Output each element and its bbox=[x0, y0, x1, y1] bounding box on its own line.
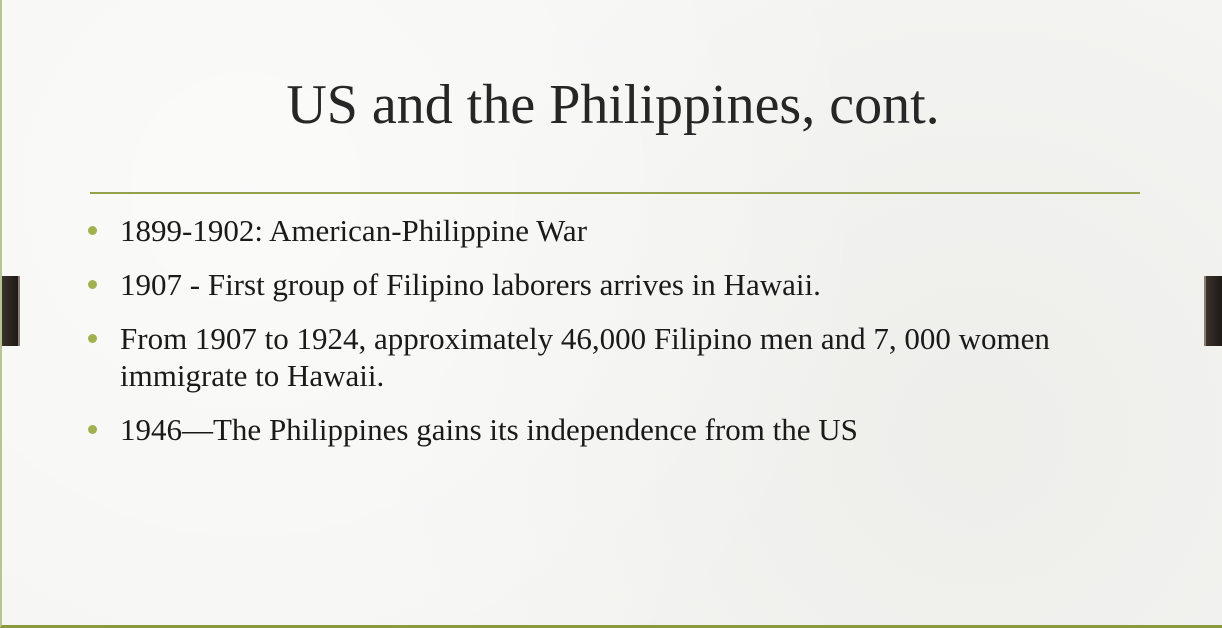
bullet-text: 1907 - First group of Filipino laborers arrives in Hawaii. bbox=[120, 267, 821, 302]
bullet-text: 1946—The Philippines gains its independence from the US bbox=[120, 412, 858, 447]
slide-title: US and the Philippines, cont. bbox=[286, 74, 940, 136]
right-binder-tab bbox=[1204, 276, 1222, 346]
bullet-dot-icon bbox=[88, 280, 97, 289]
bullet-item bbox=[88, 266, 1088, 303]
bullet-item bbox=[88, 320, 1088, 394]
bullet-text: 1899-1902: American-Philippine War bbox=[120, 213, 588, 248]
bullet-dot-icon bbox=[88, 226, 97, 235]
bullet-list bbox=[88, 212, 1088, 465]
bullet-item bbox=[88, 212, 1088, 249]
bullet-dot-icon bbox=[88, 425, 97, 434]
bullet-item bbox=[88, 411, 1088, 448]
left-binder-tab bbox=[2, 276, 20, 346]
bullet-dot-icon bbox=[88, 334, 97, 343]
bullet-text: From 1907 to 1924, approximately 46,000 Filipino men and 7, 000 women immigrate to Hawaii. bbox=[120, 321, 1050, 393]
title-divider bbox=[90, 192, 1140, 194]
